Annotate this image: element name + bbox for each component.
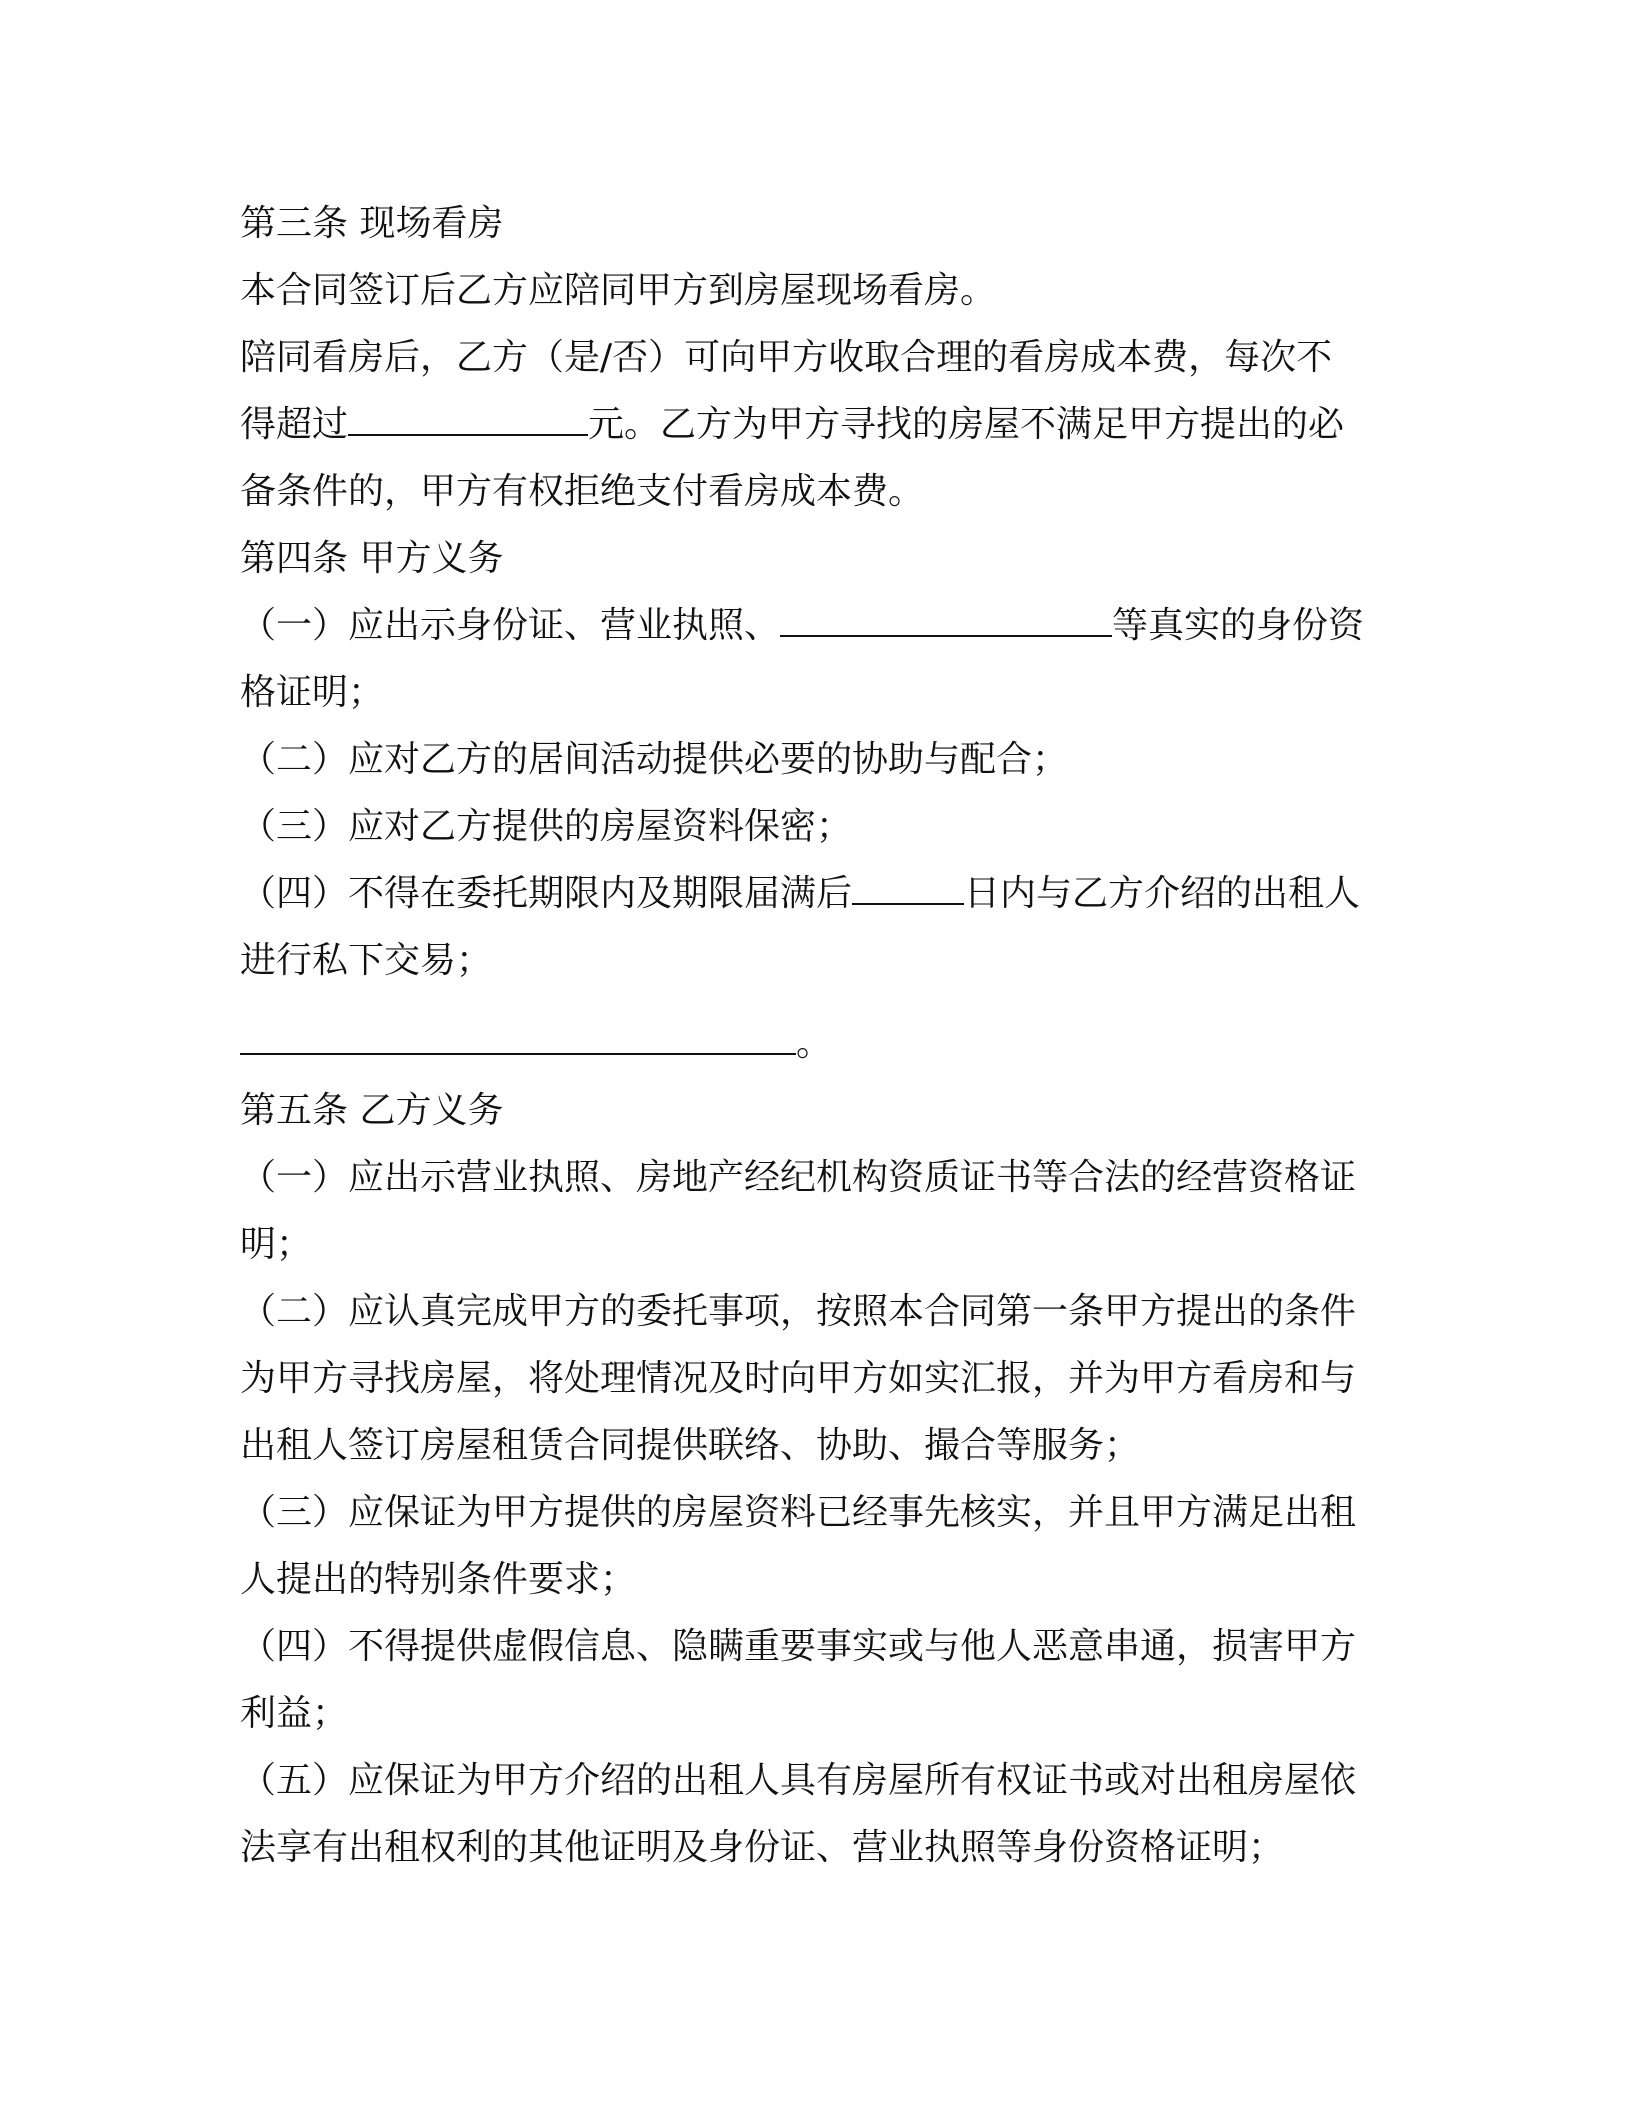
article-4-item-4-before: （四）不得在委托期限内及期限届满后 [240,873,853,914]
fee-amount-blank[interactable] [348,392,588,436]
article-4-item-1-before: （一）应出示身份证、营业执照、 [240,605,781,646]
article-4-item-4-after: 日内与乙方介绍的出租人 [964,873,1361,914]
article-3-line-3-before: 得超过 [240,404,349,445]
article-5-item-1-text: （一）应出示营业执照、房地产经纪机构资质证书等合法的经营资格证 [240,1157,1357,1198]
article-5-item-2-cont-1 [240,1345,1390,1412]
article-3-heading-text: 第三条 现场看房 [240,203,504,244]
article-5-item-4 [240,1613,1390,1680]
article-4-item-1-cont [240,659,1390,726]
article-4-item-2 [240,726,1390,793]
article-5-item-2-text: （二）应认真完成甲方的委托事项，按照本合同第一条甲方提出的条件 [240,1291,1357,1332]
article-5-item-4-text: （四）不得提供虚假信息、隐瞒重要事实或与他人恶意串通，损害甲方 [240,1626,1357,1667]
article-5-item-2-cont-2 [240,1412,1390,1479]
article-4-item-1-cont-text: 格证明； [240,672,385,713]
article-3-line-2 [240,324,1390,391]
identity-documents-blank[interactable] [780,593,1112,637]
article-3-line-3 [240,391,1390,458]
article-3-line-2-text: 陪同看房后，乙方（是/否）可向甲方收取合理的看房成本费，每次不 [240,337,1333,378]
contract-page [240,190,1390,1881]
article-5-item-2-cont-1-text: 为甲方寻找房屋，将处理情况及时向甲方如实汇报，并为甲方看房和与 [240,1358,1357,1399]
article-5-item-3-cont [240,1546,1390,1613]
article-5-item-4-cont [240,1680,1390,1747]
article-3-line-4 [240,458,1390,525]
article-5-item-5-cont-text: 法享有出租权利的其他证明及身份证、营业执照等身份资格证明； [240,1827,1285,1868]
article-4-heading-text: 第四条 甲方义务 [240,538,504,579]
article-4-item-5-after: 。 [796,1023,833,1064]
article-4-item-1 [240,592,1390,659]
article-5-heading-text: 第五条 乙方义务 [240,1090,504,1131]
article-3-line-4-text: 备条件的，甲方有权拒绝支付看房成本费。 [240,471,925,512]
article-5-item-5 [240,1747,1390,1814]
article-4-item-2-text: （二）应对乙方的居间活动提供必要的协助与配合； [240,739,1069,780]
article-4-item-1-after: 等真实的身份资 [1112,605,1365,646]
article-5-item-2 [240,1278,1390,1345]
article-5-heading [240,1077,1390,1144]
additional-obligation-blank[interactable] [240,1011,796,1055]
article-3-heading [240,190,1390,257]
article-4-item-4-cont-text: 进行私下交易； [240,940,493,981]
article-5-item-5-text: （五）应保证为甲方介绍的出租人具有房屋所有权证书或对出租房屋依 [240,1760,1357,1801]
days-after-expiry-blank[interactable] [852,861,964,905]
article-3-line-3-after: 元。乙方为甲方寻找的房屋不满足甲方提出的必 [588,404,1345,445]
article-5-item-1 [240,1144,1390,1211]
article-3-line-1-text: 本合同签订后乙方应陪同甲方到房屋现场看房。 [240,270,997,311]
article-5-item-3 [240,1479,1390,1546]
article-4-item-4 [240,860,1390,927]
article-4-item-3 [240,793,1390,860]
article-5-item-5-cont [240,1814,1390,1881]
article-4-heading [240,525,1390,592]
article-5-item-1-cont [240,1211,1390,1278]
article-5-item-3-text: （三）应保证为甲方提供的房屋资料已经事先核实，并且甲方满足出租 [240,1492,1357,1533]
article-5-item-1-cont-text: 明； [240,1224,313,1265]
article-5-item-4-cont-text: 利益； [240,1693,349,1734]
article-3-line-1 [240,257,1390,324]
article-4-item-4-cont [240,927,1390,994]
article-5-item-3-cont-text: 人提出的特别条件要求； [240,1559,637,1600]
article-4-item-3-text: （三）应对乙方提供的房屋资料保密； [240,806,853,847]
article-5-item-2-cont-2-text: 出租人签订房屋租赁合同提供联络、协助、撮合等服务； [240,1425,1141,1466]
article-4-item-5 [240,1010,1390,1077]
